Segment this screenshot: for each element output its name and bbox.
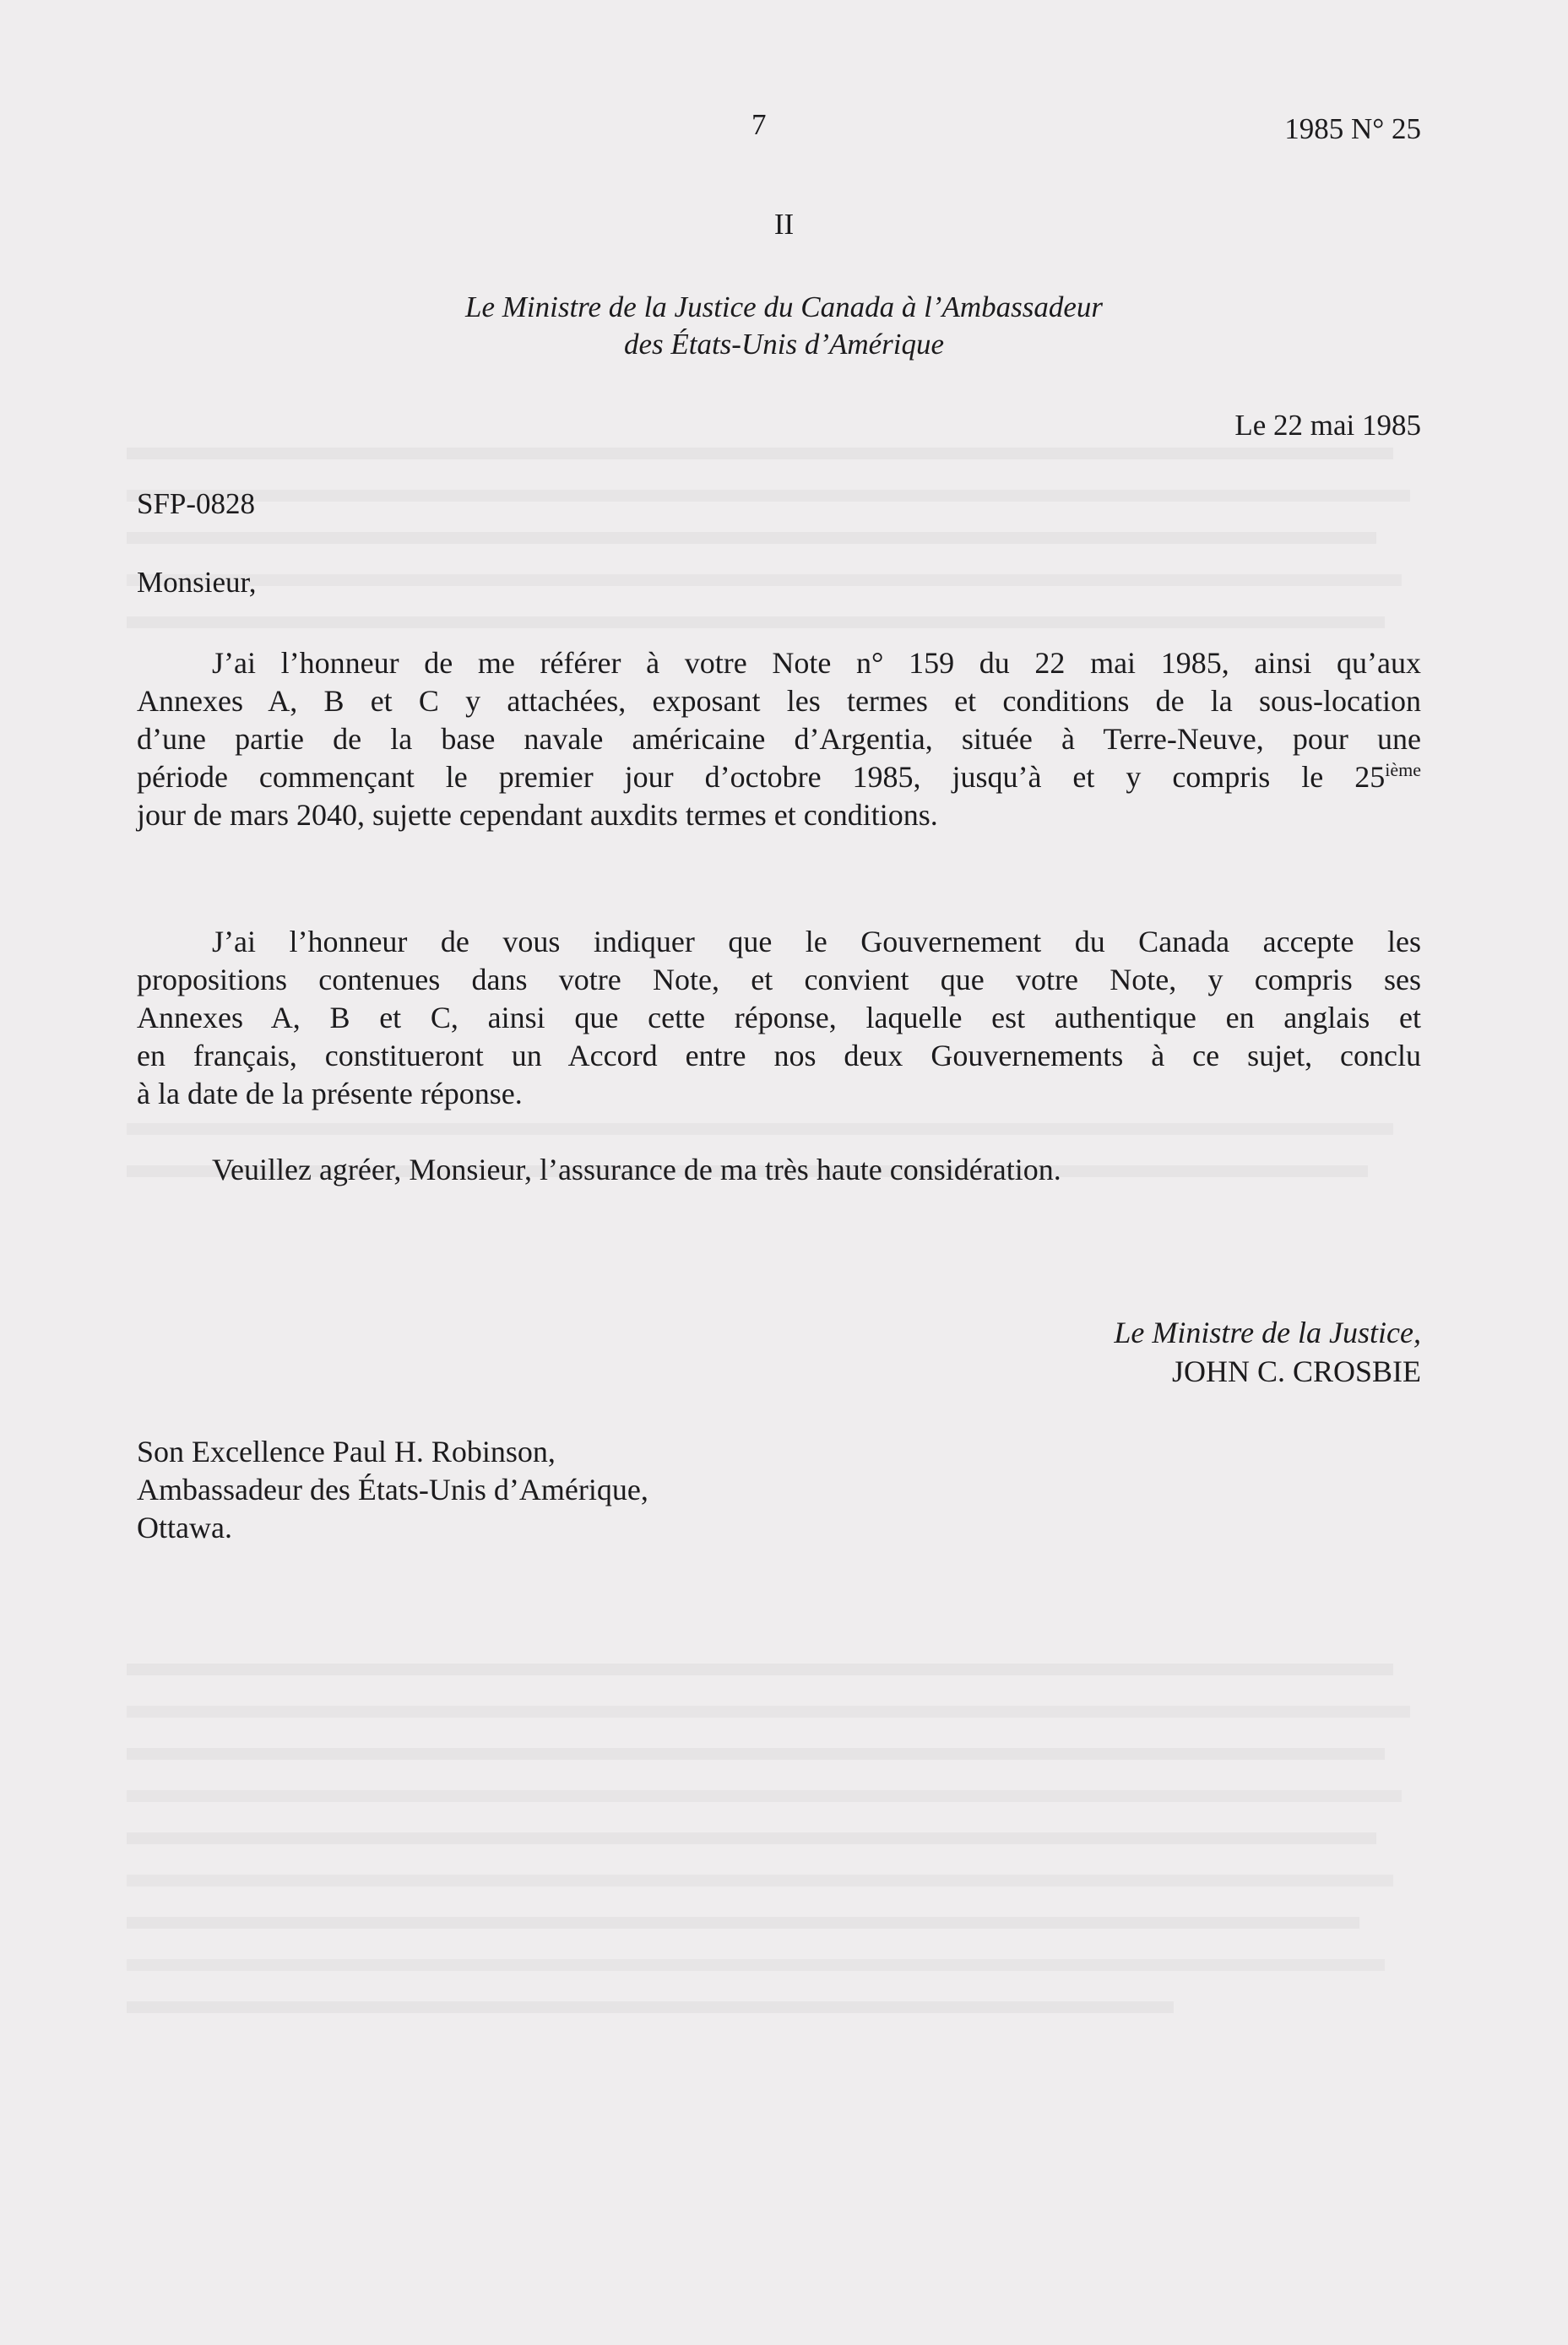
- paragraph-1-line: d’une partie de la base navale américaine d’Argentia, située à Terre-Neuve, pour une: [137, 722, 1421, 756]
- paragraph-1-line: jour de mars 2040, sujette cependant auxdits termes et conditions.: [137, 798, 938, 832]
- paragraph-1-line: Annexes A, B et C y attachées, exposant les termes et conditions de la sous-location: [137, 684, 1421, 718]
- paragraph-1-line-text: période commençant le premier jour d’octobre 1985, jusqu’à et y compris le 25: [137, 760, 1386, 794]
- letter-heading: [0, 289, 1568, 363]
- paragraph-2-line: J’ai l’honneur de vous indiquer que le Gouvernement du Canada accepte les: [212, 925, 1421, 958]
- addressee-line: Ottawa.: [137, 1511, 232, 1544]
- paragraph-2-line: propositions contenues dans votre Note, et convient que votre Note, y compris ses: [137, 963, 1421, 996]
- page-number: 7: [751, 108, 767, 141]
- paragraph-3: [137, 1151, 1421, 1189]
- heading-line-2: des États-Unis d’Amérique: [623, 328, 945, 361]
- paragraph-2: [137, 923, 1421, 1113]
- bleed-through-lines-lower: [127, 1655, 1427, 2162]
- paragraph-1-line: J’ai l’honneur de me référer à votre Note n° 159 du 22 mai 1985, ainsi qu’aux: [212, 646, 1421, 680]
- document-reference: 1985 N° 25: [1284, 112, 1421, 145]
- salutation: Monsieur,: [137, 566, 257, 599]
- paragraph-2-line: en français, constitueront un Accord entre nos deux Gouvernements à ce sujet, conclu: [137, 1039, 1421, 1072]
- closing-formula: Veuillez agréer, Monsieur, l’assurance de ma très haute considération.: [212, 1153, 1061, 1186]
- paragraph-2-line: à la date de la présente réponse.: [137, 1077, 523, 1110]
- paragraph-1-line: [137, 758, 1421, 796]
- addressee-line: Ambassadeur des États-Unis d’Amérique,: [137, 1473, 648, 1506]
- signatory-role: Le Ministre de la Justice,: [1114, 1316, 1421, 1349]
- heading-line-1: Le Ministre de la Justice du Canada à l’Ambassadeur: [464, 290, 1103, 323]
- addressee-line: Son Excellence Paul H. Robinson,: [137, 1435, 556, 1468]
- section-number: II: [773, 208, 795, 241]
- ordinal-superscript: ième: [1385, 759, 1421, 780]
- signature-block: [1114, 1313, 1421, 1391]
- file-reference: SFP-0828: [137, 487, 256, 520]
- bleed-through-texture-lower: [127, 1655, 1427, 2173]
- paragraph-2-line: Annexes A, B et C, ainsi que cette réponse, laquelle est authentique en anglais et: [137, 1001, 1421, 1034]
- bleed-through-lines: [127, 431, 1427, 1275]
- letter-date: Le 22 mai 1985: [1234, 409, 1421, 442]
- paragraph-1: [137, 644, 1421, 834]
- signatory-name: JOHN C. CROSBIE: [1171, 1354, 1421, 1388]
- addressee-block: [137, 1433, 648, 1547]
